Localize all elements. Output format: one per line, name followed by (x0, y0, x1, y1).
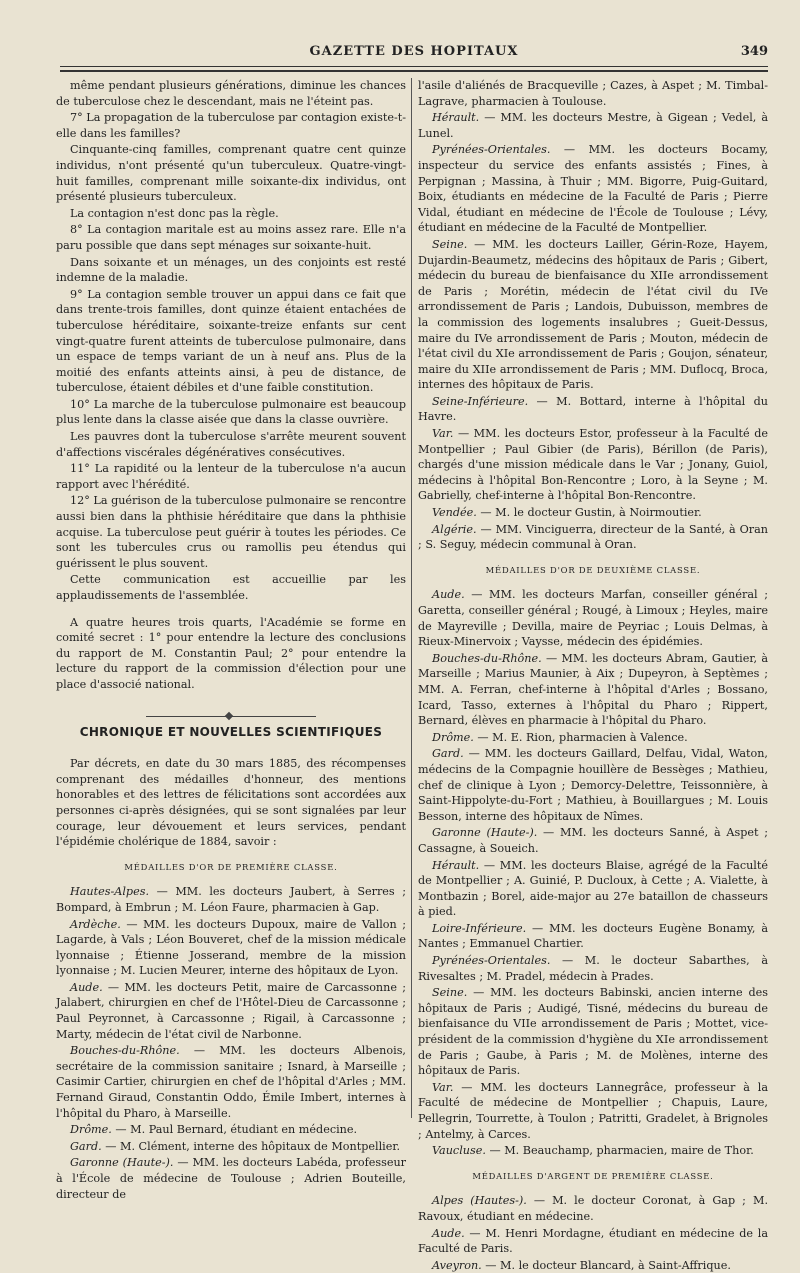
paragraph: Les pauvres dont la tuberculose s'arrête meurent souvent d'affections viscérales dégénératives consécutives. (56, 430, 406, 459)
medal-class-title: MÉDAILLES D'OR DE PREMIÈRE CLASSE. (124, 861, 338, 872)
entry-text: — MM. les docteurs Gaillard, Delfau, Vidal, Waton, médecins de la Compagnie houillère de Bessèges ; Mathieu, chef de clinique à Lyon ; Demorcy-Delettre, Teissonnière, à Saint-Hippolyte-du-Fort ; Mathieu, à Bouillargues ; M. Louis Besson, interne des hôpitaux de Nîmes. (418, 747, 768, 823)
entry-text: — MM. les docteurs Eugène Bonamy, à Nantes ; Emmanuel Chartier. (418, 921, 768, 951)
medal-entry (418, 651, 768, 729)
medal-entries-continued (418, 78, 768, 553)
medal-entry (418, 1258, 768, 1273)
medal-entry (418, 730, 768, 746)
medal-entry (56, 917, 406, 979)
department-name: Aveyron. (432, 1258, 482, 1272)
medal-entry (418, 1143, 768, 1159)
department-name: Alpes (Hautes-). (432, 1194, 527, 1208)
department-name: Hérault. (432, 858, 480, 872)
entry-text: — MM. les docteurs Jaubert, à Serres ; Bompard, à Embrun ; M. Léon Faure, pharmacien à Gap. (56, 885, 406, 914)
department-name: Aude. (432, 588, 465, 602)
medal-entry (56, 980, 406, 1042)
medal-entries-second-class (418, 587, 768, 1158)
entry-text: l'asile d'aliénés de Bracqueville ; Cazes, à Aspet ; M. Timbal-Lagrave, pharmacien à Toulouse. (418, 79, 768, 108)
entry-text: — MM. les docteurs Petit, maire de Carcassonne ; Jalabert, chirurgien en chef de l'Hôtel-Dieu de Carcassonne ; Paul Peyronnet, à Carcassonne ; Rigail, à Carcassonne ; Marty, médecin de l'état civil de Narbonne. (56, 980, 406, 1041)
page-header (60, 44, 768, 66)
left-column (56, 78, 407, 1201)
medal-entry (418, 921, 768, 952)
department-name: Bouches-du-Rhône. (432, 651, 542, 665)
medal-entry (418, 953, 768, 984)
department-name: Bouches-du-Rhône. (70, 1044, 180, 1058)
department-name: Hautes-Alpes. (70, 885, 150, 899)
entry-text: — MM. les docteurs Marfan, conseiller général ; Garetta, conseiller général ; Rougé, à Limoux ; Heyles, maire de Mayreville ; Devilla, maire de Peyriac ; Louis Delmas, à Rieux-Minervoix ; Vaysse, médecin des épidémies. (418, 588, 768, 649)
journal-title: GAZETTE DES HOPITAUX (309, 44, 519, 59)
entry-text: — M. le docteur Blancard, à Saint-Affrique. (481, 1258, 731, 1272)
medal-entry (56, 1155, 406, 1202)
department-name: Hérault. (432, 111, 480, 125)
paragraph: La contagion n'est donc pas la règle. (70, 206, 279, 220)
entry-text: — MM. les docteurs Mestre, à Gigean ; Vedel, à Lunel. (418, 111, 768, 140)
medal-entry (418, 1193, 768, 1224)
department-name: Seine-Inférieure. (432, 394, 529, 408)
intro-paragraph: Par décrets, en date du 30 mars 1885, des récompenses comprenant des médailles d'honneur, des mentions honorables et des lettres de félicitations sont accordées aux personnes ci-après désignées, qui se sont signalées par leur courage, leur dévouement et leurs services, pendant l'épidémie cholérique de 1884, savoir : (56, 757, 406, 849)
entry-text: — MM. les docteurs Lannegrâce, professeur à la Faculté de médecine de Montpellier ; Chapuis, Laure, Pellegrin, Tourrette, à Toulon ; Patritti, Gradelet, à Brignoles ; Antelmy, à Carces. (418, 1080, 768, 1141)
header-rule (60, 66, 768, 67)
page-number: 349 (740, 44, 768, 59)
department-name: Var. (432, 427, 454, 441)
department-name: Gard. (70, 1139, 102, 1153)
entry-text: — MM. les docteurs Blaise, agrégé de la Faculté de Montpellier ; A. Guinié, P. Ducloux, à Cette ; A. Vialette, à Montbazin ; Borel, aide-major au 27e bataillon de chasseurs à pied. (418, 858, 768, 919)
entry-text: — M. Bottard, interne à l'hôpital du Havre. (418, 394, 768, 424)
department-name: Drôme. (432, 730, 474, 744)
closing-paragraph: A quatre heures trois quarts, l'Académie se forme en comité secret : 1° pour entendre la lecture des conclusions du rapport de M. Constantin Paul; 2° pour entendre la lecture du rapport de la commission d'élection pour une place d'associé national. (56, 615, 406, 691)
paragraph: 12° La guérison de la tuberculose pulmonaire se rencontre aussi bien dans la phthisie héréditaire que dans la phthisie acquise. La tuberculose peut guérir à toutes les périodes. Ce sont les tubercules crus ou ramollis peu étendus qui guérissent le plus souvent. (56, 494, 406, 570)
medal-entry (418, 985, 768, 1079)
department-name: Seine. (432, 237, 468, 251)
department-name: Garonne (Haute-). (432, 826, 538, 840)
header-rule-thick (60, 70, 768, 72)
medal-entry (418, 587, 768, 649)
column-divider (411, 78, 412, 1118)
entry-text: — MM. les docteurs Estor, professeur à la Faculté de Montpellier ; Paul Gibier (de Paris), Bérillon (de Paris), chargés d'une mission médicale dans le Var ; Jonany, Guiol, médecins à l'hôpital Bon-Rencontre ; Loro, à la Seyne ; M. Gabrielly, chef-interne à l'hôpital Bon-Rencontre. (418, 427, 768, 503)
entry-text: — M. Clément, interne des hôpitaux de Montpellier. (101, 1139, 401, 1153)
medal-entry (418, 1226, 768, 1257)
medal-entry (56, 884, 406, 915)
section-title: CHRONIQUE ET NOUVELLES SCIENTIFIQUES (79, 724, 383, 739)
entry-text: — MM. les docteurs Albenois, secrétaire de la commission sanitaire ; Isnard, à Marseille ; Casimir Cartier, chirurgien en chef de l'hôpital d'Arles ; MM. Fernand Giraud, Constantin Oddo, Émile Imbert, internes à l'hôpital du Pharo, à Marseille. (56, 1044, 406, 1120)
entry-text: — MM. les docteurs Lailler, Gérin-Roze, Hayem, Dujardin-Beaumetz, médecins des hôpitaux de Paris ; Gibert, médecin du bureau de bienfaisance du XIIe arrondissement de Paris ; Morétin, médecin de l'état civil du IVe arrondissement de Paris ; Landois, Dubuisson, membres de la commission des logements insalubres ; Gueit-Dessus, maire du IVe arrondissement de Paris ; Mouton, médecin de l'état civil du XIe arrondissement de Paris ; Goujon, sénateur, maire du XIIe arrondissement de Paris ; MM. Duflocq, Broca, internes des hôpitaux de Paris. (418, 237, 768, 392)
medal-entry (418, 426, 768, 504)
entry-text: — MM. les docteurs Labéda, professeur à l'École de médecine de Toulouse ; Adrien Bouteille, directeur de (56, 1156, 407, 1201)
medal-entry (56, 1043, 406, 1121)
entry-text: — MM. les docteurs Abram, Gautier, à Marseille ; Marius Maunier, à Aix ; Dupeyron, à Septèmes ; MM. A. Ferran, chef-interne à l'hôpital d'Arles ; Bossano, Icard, Tasso, externes à l'hôpital du Pharo ; Rippert, Bernard, élèves en pharmacie à l'hôpital du Pharo. (418, 651, 768, 728)
entry-text: — M. Henri Mordagne, étudiant en médecine de la Faculté de Paris. (418, 1226, 768, 1256)
entry-text: — MM. les docteurs Dupoux, maire de Vallon ; Lagarde, à Vals ; Léon Bouveret, chef de la mission médicale lyonnaise ; Étienne Josserand, membre de la mission lyonnaise ; M. Lucien Meurer, interne des hôpitaux de Lyon. (56, 917, 406, 978)
department-name: Algérie. (432, 522, 477, 536)
department-name: Vaucluse. (432, 1144, 486, 1158)
medal-entries (56, 884, 406, 1202)
report-paragraphs (56, 78, 406, 604)
entry-text: — M. le docteur Sabarthes, à Rivesaltes ; M. Pradel, médecin à Prades. (418, 954, 768, 983)
department-name: Drôme. (70, 1123, 112, 1137)
department-name: Aude. (70, 980, 103, 994)
entry-text: — MM. Vinciguerra, directeur de la Santé, à Oran ; S. Seguy, médecin communal à Oran. (418, 522, 768, 552)
entry-text: — MM. les docteurs Bocamy, inspecteur du service des enfants assistés ; Fines, à Perpignan ; Massina, à Thuir ; MM. Bigorre, Puig-Guitard, Boix, étudiants en médecine de la Faculté de Paris ; Pierre Vidal, étudiant en médecine de l'École de Toulouse ; Lévy, étudiant en médecine de la Faculté de Montpellier. (418, 143, 768, 235)
paragraph: Cette communication est accueillie par les applaudissements de l'assemblée. (56, 573, 406, 602)
paragraph: 7° La propagation de la tuberculose par contagion existe-t-elle dans les familles? (56, 111, 406, 140)
department-name: Loire-Inférieure. (432, 921, 527, 935)
entry-text: — M. le docteur Gustin, à Noirmoutier. (476, 506, 702, 520)
department-name: Garonne (Haute-). (70, 1156, 174, 1170)
medal-class-title-2: MÉDAILLES D'OR DE DEUXIÈME CLASSE. (485, 564, 701, 575)
medal-entry (418, 394, 768, 425)
department-name: Vendée. (432, 506, 477, 520)
medal-entry (56, 1122, 406, 1138)
medal-class-title-3: MÉDAILLES D'ARGENT DE PREMIÈRE CLASSE. (472, 1170, 714, 1181)
entry-text: — M. Beauchamp, pharmacien, maire de Thor. (485, 1144, 754, 1158)
department-name: Pyrénées-Orientales. (432, 954, 551, 968)
paragraph: 11° La rapidité ou la lenteur de la tuberculose n'a aucun rapport avec l'hérédité. (56, 462, 406, 491)
entry-text: — M. E. Rion, pharmacien à Valence. (473, 730, 688, 744)
medal-entry (418, 78, 768, 109)
paragraph: Cinquante-cinq familles, comprenant quatre cent quinze individus, n'ont présenté qu'un tuberculeux. Quatre-vingt-huit familles, comprenant mille soixante-dix individus, ont présenté plusieurs tuberculeux. (56, 143, 406, 204)
paragraph: Dans soixante et un ménages, un des conjoints est resté indemne de la maladie. (56, 255, 406, 285)
medal-entry (418, 110, 768, 141)
medal-entry (418, 825, 768, 856)
department-name: Seine. (432, 986, 468, 1000)
paragraph: 8° La contagion maritale est au moins assez rare. Elle n'a paru possible que dans sept ménages sur soixante-huit. (56, 223, 406, 252)
department-name: Var. (432, 1080, 454, 1094)
paragraph: 10° La marche de la tuberculose pulmonaire est beaucoup plus lente dans la classe aisée que dans la classe ouvrière. (56, 397, 406, 427)
paragraph: 9° La contagion semble trouver un appui dans ce fait que dans trente-trois familles, dont quinze étaient entachées de tuberculose héréditaire, soixante-treize enfants sur cent vingt-quatre furent atteints de tuberculose pulmonaire, dans un espace de temps variant de un à neuf ans. Plus de la moitié des enfants atteints ainsi, à peu de distance, de tuberculose, étaient débiles et d'une faible constitution. (56, 287, 406, 395)
medal-entries-silver (418, 1193, 768, 1273)
entry-text: — M. Paul Bernard, étudiant en médecine. (111, 1123, 358, 1137)
department-name: Pyrénées-Orientales. (432, 143, 551, 157)
department-name: Ardèche. (70, 917, 121, 931)
ornament-divider (56, 705, 406, 711)
medal-entry (418, 746, 768, 824)
entry-text: — MM. les docteurs Babinski, ancien interne des hôpitaux de Paris ; Audigé, Tisné, médecins du bureau de bienfaisance du VIIe arrondissement de Paris ; Mottet, vice-président de la commission d'hygiène du XIe arrondissement de Paris ; Gaube, à Paris ; M. de Molènes, interne des hôpitaux de Paris. (418, 986, 768, 1078)
right-column (418, 78, 769, 1272)
medal-entry (418, 522, 768, 553)
entry-text: — M. le docteur Coronat, à Gap ; M. Ravoux, étudiant en médecine. (418, 1194, 769, 1223)
medal-entry (418, 858, 768, 920)
entry-text: — MM. les docteurs Sanné, à Aspet ; Cassagne, à Soueich. (418, 826, 768, 855)
medal-entry (418, 505, 768, 521)
medal-entry (418, 142, 768, 236)
medal-entry (56, 1139, 406, 1155)
paragraph: même pendant plusieurs générations, diminue les chances de tuberculose chez le descendant, mais ne l'éteint pas. (56, 79, 406, 108)
medal-entry (418, 1080, 768, 1142)
department-name: Gard. (432, 747, 464, 761)
medal-entry (418, 237, 768, 393)
department-name: Aude. (432, 1226, 465, 1240)
